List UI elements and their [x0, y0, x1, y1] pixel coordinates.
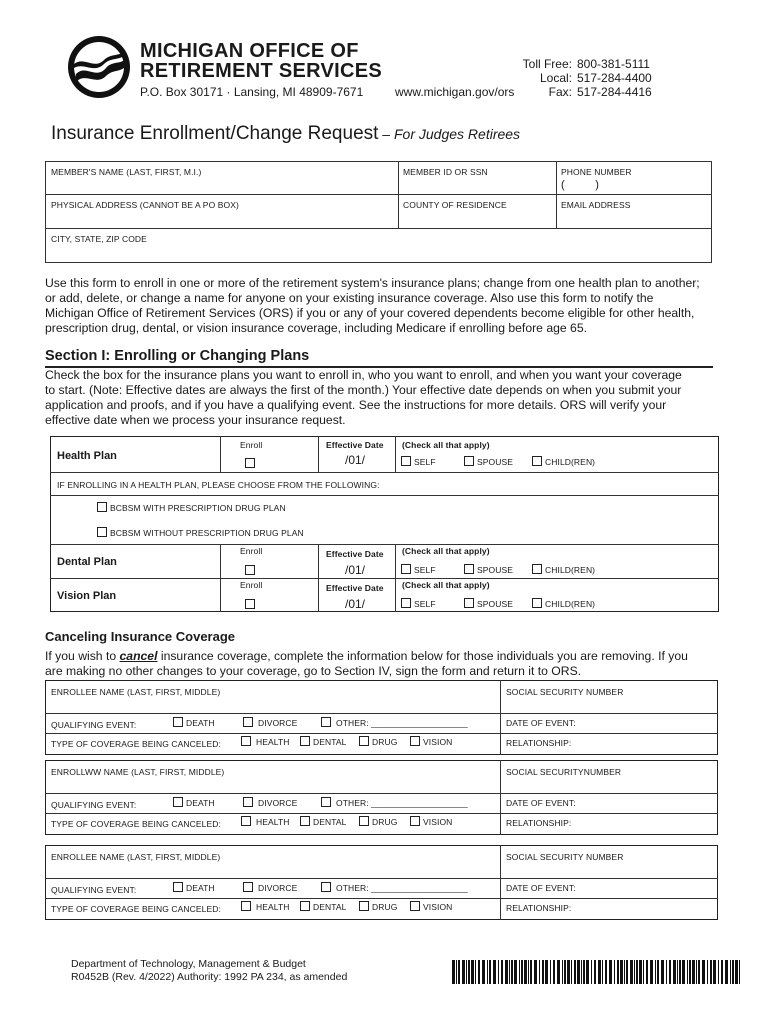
barcode-bar — [528, 960, 529, 984]
divorce-label: DIVORCE — [258, 883, 298, 893]
barcode-bar — [478, 960, 480, 984]
dental-effective-label: Effective Date — [326, 549, 384, 559]
divorce-label: DIVORCE — [258, 798, 298, 808]
barcode-bar — [505, 960, 508, 984]
health-cancel-checkbox[interactable] — [241, 736, 251, 746]
relationship-field[interactable]: RELATIONSHIP: — [506, 818, 572, 828]
type-canceled-label: TYPE OF COVERAGE BEING CANCELED: — [51, 904, 221, 914]
barcode-bar — [673, 960, 676, 984]
vision-cancel-label: VISION — [423, 817, 453, 827]
barcode-bar — [677, 960, 678, 984]
other-checkbox[interactable] — [321, 882, 331, 892]
title-sub: For Judges Retirees — [394, 126, 521, 142]
barcode-bar — [710, 960, 712, 984]
vision-cancel-checkbox[interactable] — [410, 736, 420, 746]
barcode-bar — [620, 960, 623, 984]
dental-enroll-checkbox[interactable] — [245, 565, 255, 575]
divorce-checkbox[interactable] — [243, 882, 253, 892]
barcode-bar — [689, 960, 691, 984]
barcode-bar — [598, 960, 601, 984]
other-checkbox[interactable] — [321, 717, 331, 727]
barcode-bar — [630, 960, 633, 984]
cancel-line1-em: cancel — [119, 649, 158, 663]
local-number: 517-284-4400 — [577, 71, 652, 85]
relationship-field[interactable]: RELATIONSHIP: — [506, 738, 572, 748]
barcode-bar — [679, 960, 681, 984]
health-enroll-checkbox[interactable] — [245, 458, 255, 468]
barcode-bar — [698, 960, 700, 984]
date-of-event-field[interactable]: DATE OF EVENT: — [506, 883, 576, 893]
local-label: Local: — [539, 71, 572, 85]
vision-cancel-label: VISION — [423, 737, 453, 747]
toll-free-label: Toll Free: — [522, 57, 572, 71]
barcode-bar — [550, 960, 551, 984]
death-label: DEATH — [186, 718, 215, 728]
type-canceled-label: TYPE OF COVERAGE BEING CANCELED: — [51, 819, 221, 829]
barcode-bar — [539, 960, 540, 984]
other-label[interactable]: OTHER: ____________________ — [336, 798, 468, 808]
barcode-bar — [493, 960, 496, 984]
barcode-bar — [591, 960, 592, 984]
divorce-checkbox[interactable] — [243, 797, 253, 807]
barcode-bar — [609, 960, 612, 984]
drug-cancel-checkbox[interactable] — [359, 816, 369, 826]
barcode-bar — [519, 960, 520, 984]
health-cancel-label: HEALTH — [256, 737, 290, 747]
divorce-label: DIVORCE — [258, 718, 298, 728]
health-effective-label: Effective Date — [326, 440, 384, 450]
barcode-bar — [530, 960, 532, 984]
barcode-bar — [482, 960, 485, 984]
vision-children-label: CHILD(REN) — [545, 599, 596, 609]
member-id-field[interactable]: MEMBER ID OR SSN — [403, 167, 488, 177]
type-canceled-label: TYPE OF COVERAGE BEING CANCELED: — [51, 739, 221, 749]
dental-cancel-checkbox[interactable] — [300, 816, 310, 826]
section1-line: Check the box for the insurance plans you want to enroll in, who you want to enroll, and when you want your coverage — [45, 368, 682, 382]
section1-paragraph — [45, 368, 735, 428]
vision-enroll-label: Enroll — [240, 580, 263, 590]
barcode-bar — [636, 960, 638, 984]
barcode-bar — [655, 960, 656, 984]
section1-line: application and proofs, and if you have a qualifying event. See the instructions for more details. ORS will verify your — [45, 398, 667, 412]
barcode-bar — [639, 960, 642, 984]
phone-field[interactable]: PHONE NUMBER — [561, 167, 632, 177]
health-choose-label: IF ENROLLING IN A HEALTH PLAN, PLEASE CHOOSE FROM THE FOLLOWING: — [57, 480, 380, 490]
section1-heading: Section I: Enrolling or Changing Plans — [45, 348, 310, 364]
page-title — [51, 123, 520, 145]
barcode-bar — [577, 960, 580, 984]
barcode-bar — [511, 960, 513, 984]
barcode-bar — [661, 960, 664, 984]
barcode-bar — [571, 960, 572, 984]
org-address: P.O. Box 30171 · Lansing, MI 48909-7671 — [140, 85, 364, 99]
health-cancel-label: HEALTH — [256, 817, 290, 827]
barcode-bar — [564, 960, 566, 984]
health-self-checkbox[interactable] — [401, 456, 411, 466]
barcode-bar — [713, 960, 716, 984]
barcode-bar — [468, 960, 470, 984]
barcode-bar — [545, 960, 548, 984]
cancel-heading: Canceling Insurance Coverage — [45, 629, 236, 644]
health-cancel-label: HEALTH — [256, 902, 290, 912]
health-children-label: CHILD(REN) — [545, 457, 596, 467]
barcode-bar — [557, 960, 560, 984]
barcode-bar — [489, 960, 491, 984]
dental-spouse-label: SPOUSE — [477, 565, 514, 575]
barcode-bar — [650, 960, 653, 984]
other-label[interactable]: OTHER: ____________________ — [336, 883, 468, 893]
barcode-bar — [643, 960, 644, 984]
enrollee-name-field[interactable]: ENROLLWW NAME (LAST, FIRST, MIDDLE) — [51, 767, 225, 777]
drug-cancel-checkbox[interactable] — [359, 901, 369, 911]
cancel-paragraph — [45, 649, 735, 679]
death-label: DEATH — [186, 883, 215, 893]
qualifying-event-label: QUALIFYING EVENT: — [51, 885, 137, 895]
vision-self-checkbox[interactable] — [401, 598, 411, 608]
barcode-bar — [602, 960, 603, 984]
section1-line: to start. (Note: Effective dates are always the first of the month.) Your effective date depends on when you submit your — [45, 383, 682, 397]
vision-plan-label: Vision Plan — [57, 590, 117, 602]
dental-check-all-label: (Check all that apply) — [402, 546, 490, 556]
death-checkbox[interactable] — [173, 717, 183, 727]
intro-line: Michigan Office of Retirement Services (ORS) if you or any of your covered dependents become eligible for other health, — [45, 306, 695, 320]
barcode-bar — [458, 960, 460, 984]
barcode-bar — [605, 960, 607, 984]
phone-parens: ( ) — [561, 179, 599, 191]
dental-self-label: SELF — [414, 565, 436, 575]
barcode-bar — [702, 960, 705, 984]
barcode-bar — [581, 960, 582, 984]
drug-cancel-label: DRUG — [372, 737, 398, 747]
barcode-bar — [657, 960, 659, 984]
barcode-bar — [624, 960, 625, 984]
vision-effective-label: Effective Date — [326, 583, 384, 593]
barcode-bar — [524, 960, 527, 984]
barcode-bar — [553, 960, 555, 984]
member-name-field[interactable]: MEMBER'S NAME (LAST, FIRST, M.I.) — [51, 167, 202, 177]
barcode-bar — [707, 960, 708, 984]
org-name-line2: RETIREMENT SERVICES — [140, 60, 383, 82]
enrollee-name-field[interactable]: ENROLLEE NAME (LAST, FIRST, MIDDLE) — [51, 687, 221, 697]
drug-cancel-label: DRUG — [372, 902, 398, 912]
city-state-zip-field[interactable]: CITY, STATE, ZIP CODE — [51, 234, 147, 244]
vision-check-all-label: (Check all that apply) — [402, 580, 490, 590]
bcbsm-without-drug-label: BCBSM WITHOUT PRESCRIPTION DRUG PLAN — [110, 528, 304, 538]
cancel-line2: are making no other changes to your coverage, go to Section IV, sign the form and return it to ORS. — [45, 664, 582, 678]
barcode-bar — [696, 960, 697, 984]
ors-logo — [66, 34, 132, 100]
footer-dept: Department of Technology, Management & Budget — [71, 958, 306, 970]
contact-block — [520, 57, 652, 99]
qualifying-event-label: QUALIFYING EVENT: — [51, 720, 137, 730]
section1-line: effective date when we process your insurance request. — [45, 413, 346, 427]
bcbsm-with-drug-label: BCBSM WITH PRESCRIPTION DRUG PLAN — [110, 503, 286, 513]
dental-cancel-label: DENTAL — [313, 902, 347, 912]
barcode-bar — [634, 960, 635, 984]
title-dash: – — [378, 126, 394, 142]
vision-effective-date[interactable]: /01/ — [345, 597, 366, 611]
barcode-bar — [646, 960, 648, 984]
barcode-bar — [521, 960, 523, 984]
dental-self-checkbox[interactable] — [401, 564, 411, 574]
barcode-bar — [735, 960, 738, 984]
cancel-line1-post: insurance coverage, complete the information below for those individuals you are removing. If you — [157, 649, 688, 663]
barcode-bar — [462, 960, 465, 984]
date-of-event-field[interactable]: DATE OF EVENT: — [506, 718, 576, 728]
intro-line: Use this form to enroll in one or more of the retirement system's insurance plans; change from one health plan to another; — [45, 276, 700, 290]
bcbsm-without-drug-checkbox[interactable] — [97, 527, 107, 537]
divorce-checkbox[interactable] — [243, 717, 253, 727]
enrollee-name-field[interactable]: ENROLLEE NAME (LAST, FIRST, MIDDLE) — [51, 852, 221, 862]
qualifying-event-label: QUALIFYING EVENT: — [51, 800, 137, 810]
barcode-bar — [614, 960, 615, 984]
org-website: www.michigan.gov/ors — [395, 85, 515, 99]
barcode-bar — [732, 960, 734, 984]
dental-cancel-label: DENTAL — [313, 817, 347, 827]
dental-effective-date[interactable]: /01/ — [345, 563, 366, 577]
health-self-label: SELF — [414, 457, 436, 467]
cancel-line1-pre: If you wish to — [45, 649, 120, 663]
barcode-bar — [487, 960, 488, 984]
barcode-bar — [542, 960, 544, 984]
vision-cancel-checkbox[interactable] — [410, 901, 420, 911]
intro-line: prescription drug, dental, or vision insurance coverage, including Medicare if enrolling before age 65. — [45, 321, 587, 335]
vision-self-label: SELF — [414, 599, 436, 609]
barcode-bar — [456, 960, 457, 984]
other-checkbox[interactable] — [321, 797, 331, 807]
barcode-icon — [452, 960, 744, 984]
death-checkbox[interactable] — [173, 882, 183, 892]
drug-cancel-checkbox[interactable] — [359, 736, 369, 746]
drug-cancel-label: DRUG — [372, 817, 398, 827]
dental-cancel-checkbox[interactable] — [300, 901, 310, 911]
river-logo-icon — [66, 34, 132, 100]
health-spouse-checkbox[interactable] — [464, 456, 474, 466]
barcode-bar — [509, 960, 510, 984]
bcbsm-with-drug-checkbox[interactable] — [97, 502, 107, 512]
barcode-bar — [562, 960, 563, 984]
title-main: Insurance Enrollment/Change Request — [51, 123, 379, 144]
health-cancel-checkbox[interactable] — [241, 816, 251, 826]
footer-form-id: R0452B (Rev. 4/2022) Authority: 1992 PA 234, as amended — [71, 971, 348, 983]
dental-cancel-checkbox[interactable] — [300, 736, 310, 746]
barcode-bar — [501, 960, 503, 984]
relationship-field[interactable]: RELATIONSHIP: — [506, 903, 572, 913]
barcode-bar — [739, 960, 740, 984]
county-field[interactable]: COUNTY OF RESIDENCE — [403, 200, 507, 210]
health-plan-label: Health Plan — [57, 450, 117, 462]
health-children-checkbox[interactable] — [532, 456, 542, 466]
barcode-bar — [475, 960, 476, 984]
dental-spouse-checkbox[interactable] — [464, 564, 474, 574]
barcode-bar — [721, 960, 723, 984]
barcode-bar — [687, 960, 688, 984]
fax-number: 517-284-4416 — [577, 85, 652, 99]
dental-children-label: CHILD(REN) — [545, 565, 596, 575]
barcode-bar — [669, 960, 671, 984]
death-checkbox[interactable] — [173, 797, 183, 807]
ssn-field[interactable]: SOCIAL SECURITY NUMBER — [506, 852, 624, 862]
email-field[interactable]: EMAIL ADDRESS — [561, 200, 631, 210]
intro-paragraph — [45, 276, 725, 336]
address-field[interactable]: PHYSICAL ADDRESS (CANNOT BE A PO BOX) — [51, 200, 239, 210]
barcode-bar — [594, 960, 596, 984]
death-label: DEATH — [186, 798, 215, 808]
barcode-bar — [574, 960, 576, 984]
other-label[interactable]: OTHER: ____________________ — [336, 718, 468, 728]
vision-children-checkbox[interactable] — [532, 598, 542, 608]
barcode-bar — [466, 960, 467, 984]
vision-enroll-checkbox[interactable] — [245, 599, 255, 609]
vision-spouse-checkbox[interactable] — [464, 598, 474, 608]
dental-children-checkbox[interactable] — [532, 564, 542, 574]
dental-plan-label: Dental Plan — [57, 556, 117, 568]
health-effective-date[interactable]: /01/ — [345, 453, 366, 467]
barcode-bar — [718, 960, 719, 984]
health-spouse-label: SPOUSE — [477, 457, 514, 467]
date-of-event-field[interactable]: DATE OF EVENT: — [506, 798, 576, 808]
plans-table — [50, 436, 719, 612]
health-cancel-checkbox[interactable] — [241, 901, 251, 911]
vision-cancel-label: VISION — [423, 902, 453, 912]
fax-label: Fax: — [548, 85, 572, 99]
barcode-bar — [692, 960, 695, 984]
ssn-field[interactable]: SOCIAL SECURITY NUMBER — [506, 687, 624, 697]
barcode-bar — [452, 960, 455, 984]
health-check-all-label: (Check all that apply) — [402, 440, 490, 450]
barcode-bar — [498, 960, 499, 984]
org-name-line1: MICHIGAN OFFICE OF — [140, 40, 359, 62]
barcode-bar — [725, 960, 728, 984]
barcode-bar — [567, 960, 570, 984]
vision-cancel-checkbox[interactable] — [410, 816, 420, 826]
health-enroll-label: Enroll — [240, 440, 263, 450]
dental-enroll-label: Enroll — [240, 546, 263, 556]
barcode-bar — [514, 960, 517, 984]
barcode-bar — [534, 960, 537, 984]
barcode-bar — [586, 960, 589, 984]
barcode-bar — [617, 960, 619, 984]
ssn-field[interactable]: SOCIAL SECURITYNUMBER — [506, 767, 622, 777]
dental-cancel-label: DENTAL — [313, 737, 347, 747]
barcode-bar — [471, 960, 474, 984]
barcode-bar — [666, 960, 667, 984]
intro-line: or add, delete, or change a name for anyone on your existing insurance coverage. Also use this form to notify the — [45, 291, 654, 305]
toll-free-number: 800-381-5111 — [577, 57, 650, 71]
vision-spouse-label: SPOUSE — [477, 599, 514, 609]
barcode-bar — [626, 960, 628, 984]
barcode-bar — [730, 960, 731, 984]
barcode-bar — [682, 960, 685, 984]
barcode-bar — [583, 960, 585, 984]
